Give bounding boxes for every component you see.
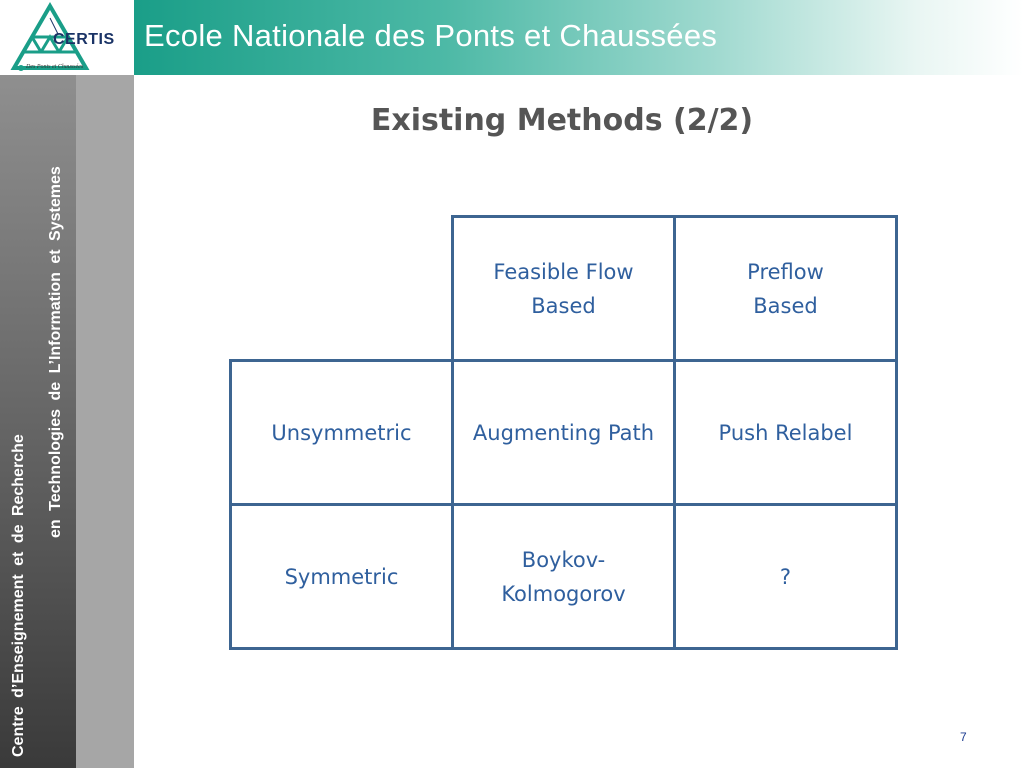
column-header-line: Based <box>531 293 596 318</box>
table-cell-line: Push Relabel <box>718 420 853 445</box>
row-header <box>229 359 454 506</box>
row-header-line: Unsymmetric <box>271 420 412 445</box>
table-cell <box>451 359 676 506</box>
table-cell-line: Augmenting Path <box>472 420 655 445</box>
table-cell <box>673 359 898 506</box>
column-header-line: Based <box>753 293 818 318</box>
institution-title: Ecole Nationale des Ponts et Chaussées <box>144 18 718 53</box>
header-banner <box>134 0 1024 75</box>
page-number: 7 <box>960 730 967 744</box>
logo-subtitle: Des Ponts et Chaussées <box>26 64 84 70</box>
column-header <box>673 215 898 362</box>
logo-text: CERTIS <box>53 31 115 48</box>
table-cell <box>673 503 898 650</box>
row-header <box>229 503 454 650</box>
column-header-line: Preflow <box>747 259 824 284</box>
sidebar-text-line-2: en Technologies de L’Information et Systemes <box>47 166 64 538</box>
table-cell-line: Boykov- <box>521 547 606 572</box>
slide-title: Existing Methods (2/2) <box>370 103 754 138</box>
column-header-line: Feasible Flow <box>493 259 634 284</box>
methods-table <box>229 215 895 649</box>
sidebar-text-line-1: Centre d’Enseignement et de Recherche <box>10 434 27 757</box>
row-header-line: Symmetric <box>284 564 399 589</box>
table-cell-line: Kolmogorov <box>501 581 626 606</box>
table-cell <box>451 503 676 650</box>
column-header <box>451 215 676 362</box>
sidebar-light-band <box>76 75 134 768</box>
table-cell-line: ? <box>779 564 792 589</box>
